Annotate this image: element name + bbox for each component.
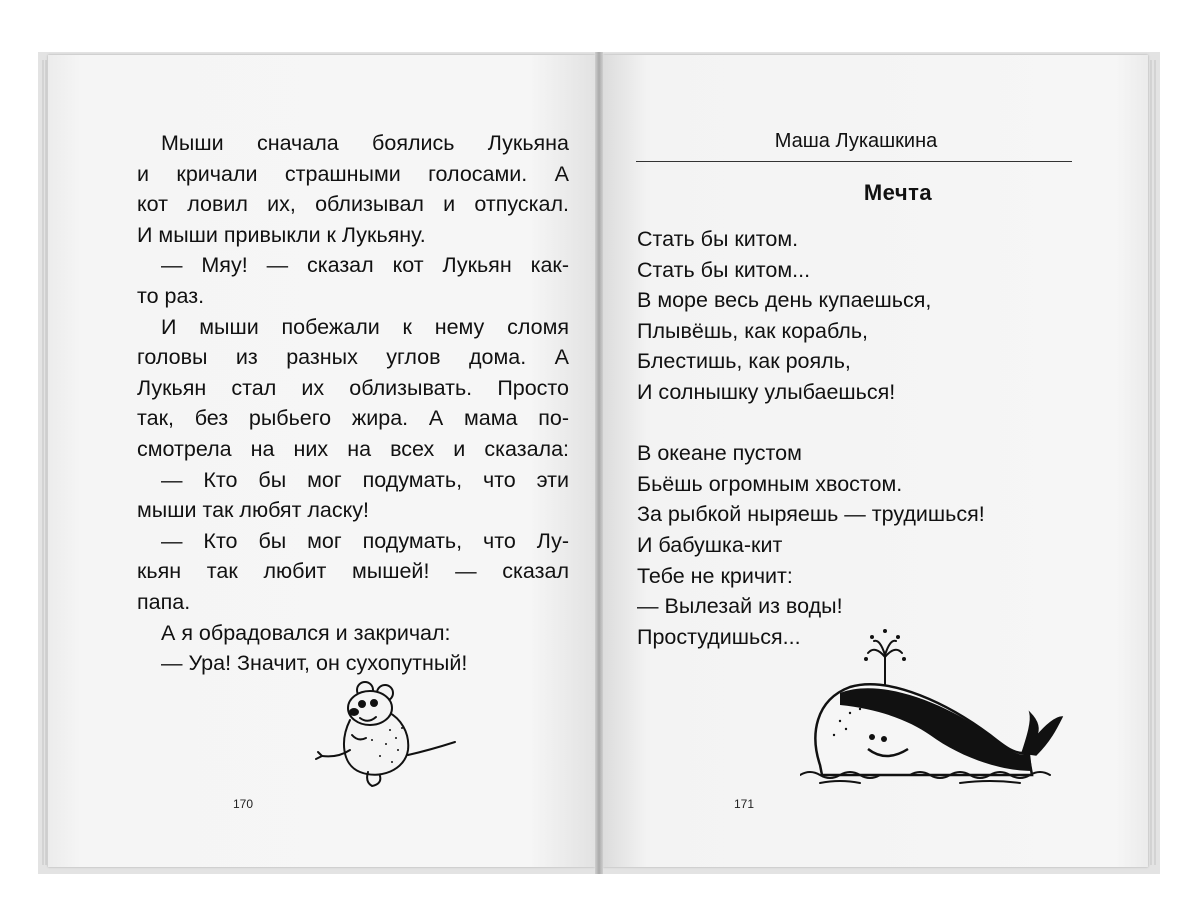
stanza-gap	[637, 408, 1077, 439]
text-line: А я обрадовался и закричал:	[161, 620, 451, 645]
text-line: Лукьян стал их облизывать. Просто	[137, 375, 569, 400]
mouse-tail	[408, 742, 455, 755]
text-line: мыши так любят ласку!	[137, 498, 370, 523]
text-line: И мыши привыкли к Лукьяну.	[137, 222, 426, 247]
author-name: Маша Лукашкина	[774, 130, 938, 152]
page-edge	[45, 60, 47, 865]
poem-line: Стать бы китом.	[637, 227, 799, 251]
page-number-left: 170	[233, 797, 254, 811]
text-line: — Мяу! — сказал кот Лукьян как-	[161, 253, 569, 278]
text-line: так, без рыбьего жира. А мама по-	[137, 406, 569, 431]
poem-line: Простудишься...	[637, 624, 801, 649]
poem-title: Мечта	[863, 180, 933, 205]
text-line: — Кто бы мог подумать, что эти	[161, 467, 569, 492]
poem-line: Стать бы китом...	[637, 257, 811, 282]
poem-line: — Вылезай из воды!	[637, 594, 843, 619]
text-line: — Ура! Значит, он сухопутный!	[161, 651, 468, 676]
mouse-illustration	[310, 680, 460, 790]
poem-line: В море весь день купаешься,	[637, 288, 932, 313]
whale-illustration	[800, 625, 1080, 785]
page-number-right: 171	[734, 797, 755, 811]
poem-text	[637, 224, 1077, 652]
text-line: головы из разных углов дома. А	[137, 345, 569, 370]
text-line: и кричали страшными голосами. А	[137, 161, 569, 186]
poem-line: Тебе не кричит:	[637, 563, 793, 588]
page-edge	[42, 60, 44, 865]
poem-line: И солнышку улыбаешься!	[637, 379, 896, 404]
text-line: смотрела на них на всех и сказала:	[137, 436, 569, 461]
book-spine	[595, 52, 603, 874]
text-line: папа.	[137, 589, 191, 614]
poem-line: И бабушка-кит	[637, 532, 783, 557]
whale-tail	[1022, 713, 1062, 755]
divider	[636, 161, 1072, 162]
text-line: то раз.	[137, 283, 205, 308]
text-line: Мыши сначала боялись Лукьяна	[161, 131, 569, 155]
text-line: кьян так любит мышей! — сказал	[137, 559, 569, 584]
text-line: — Кто бы мог подумать, что Лу-	[161, 528, 569, 553]
poem-line: Бьёшь огромным хвостом.	[637, 471, 903, 496]
poem-line: Плывёшь, как корабль,	[637, 318, 869, 343]
text-line: кот ловил их, облизывал и отпускал.	[137, 192, 569, 217]
left-page-text	[137, 128, 569, 679]
poem-line: За рыбкой ныряешь — трудишься!	[637, 502, 985, 527]
poem-line: В океане пустом	[637, 441, 802, 466]
text-line: И мыши побежали к нему сломя	[161, 314, 569, 339]
poem-line: Блестишь, как рояль,	[637, 349, 851, 374]
